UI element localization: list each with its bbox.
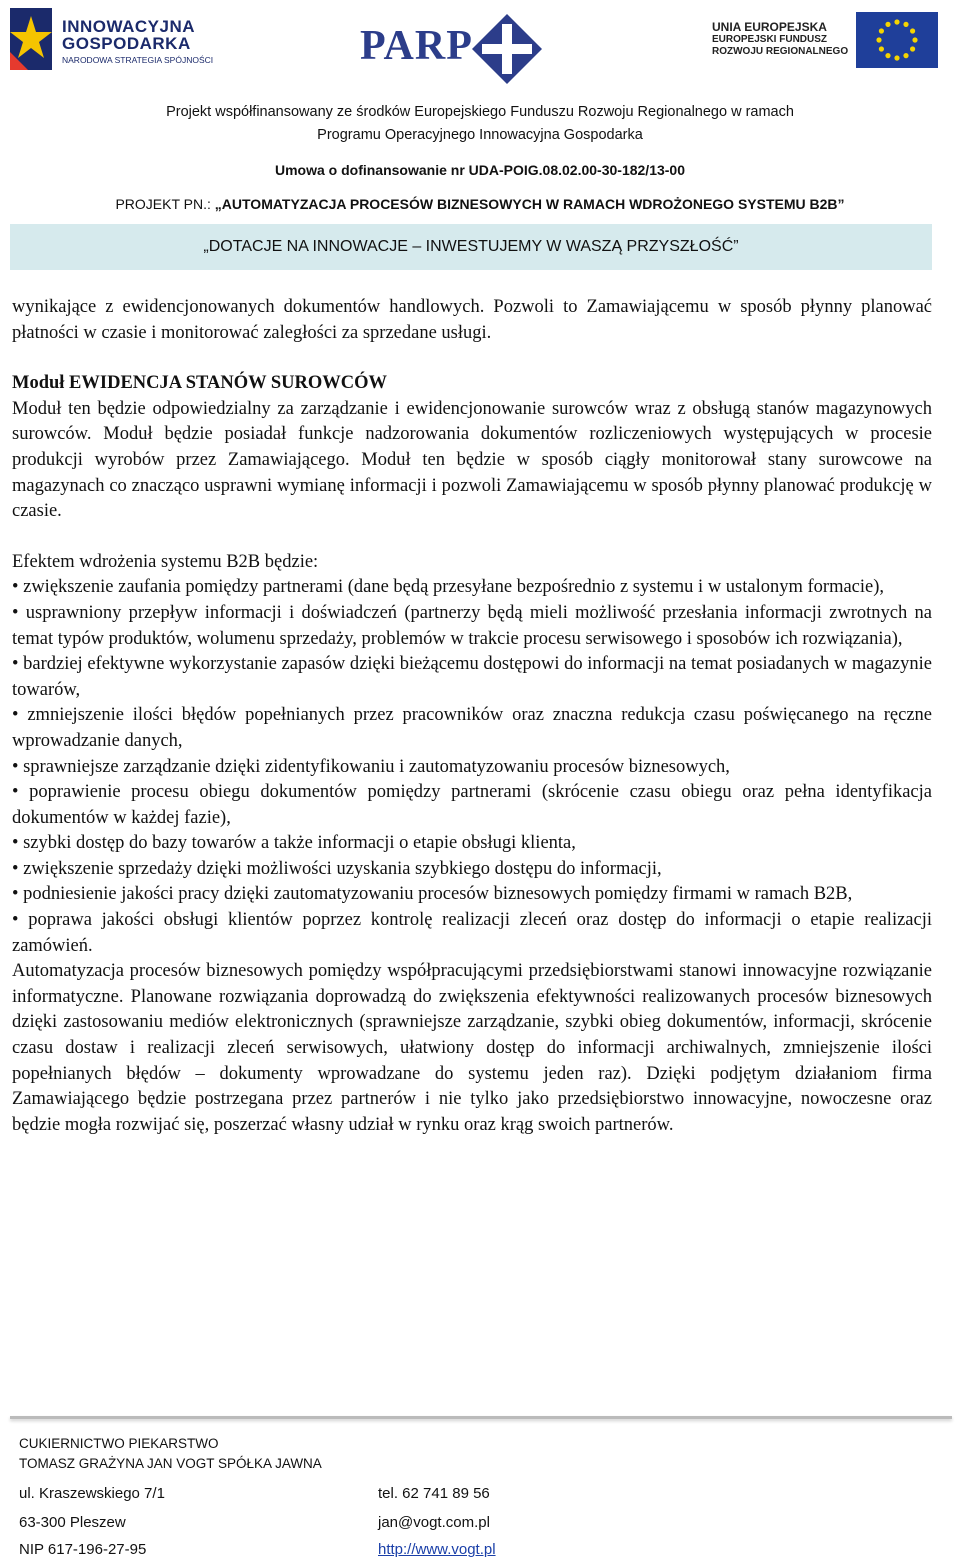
project-prefix: PROJEKT PN.: <box>115 196 215 212</box>
ue-line1: UNIA EUROPEJSKA <box>712 20 827 34</box>
eu-logo <box>712 12 942 72</box>
effects-intro: Efektem wdrożenia systemu B2B będzie: <box>12 551 319 572</box>
list-item: • szybki dostęp do bazy towarów a także informacji o etapie obsługi klienta, <box>12 833 576 854</box>
footer-email[interactable]: jan@vogt.com.pl <box>378 1514 490 1531</box>
list-item: • podniesienie jakości pracy dzięki zautomatyzowaniu procesów biznesowych pomiędzy firmami w ramach B2B, <box>12 884 853 905</box>
parp-cross-icon <box>472 14 542 84</box>
footer-divider <box>10 1416 952 1419</box>
footer-company-line2: TOMASZ GRAŻYNA JAN VOGT SPÓŁKA JAWNA <box>19 1456 322 1471</box>
footer-phone: tel. 62 741 89 56 <box>378 1485 490 1502</box>
ue-line2: EUROPEJSKI FUNDUSZ <box>712 34 828 45</box>
ig-line3: NARODOWA STRATEGIA SPÓJNOŚCI <box>62 55 214 65</box>
footer-address: ul. Kraszewskiego 7/1 <box>19 1485 165 1502</box>
logo-strip <box>0 0 960 92</box>
document-body <box>12 295 932 1138</box>
list-item: • usprawniony przepływ informacji i doświadczeń (partnerzy będą mieli możliwość przesłania informacji zwrotnych na temat typów produktów, wolumenu sprzedaży, problemów w trakcie procesu serwisowego i sposobów ich rozwiązania), <box>12 602 932 649</box>
list-item: • bardziej efektywne wykorzystanie zapasów dzięki bieżącemu dostępowi do informacji na temat posiadanych w magazynie towarów, <box>12 654 932 700</box>
paragraph-2: Moduł ten będzie odpowiedzialny za zarządzanie i ewidencjonowanie surowców wraz z obsługą stanów magazynowych surowców. Moduł będzie posiadał funkcje nadzorowania dokumentów rozliczeniowych występujących w procesie produkcji wyrobów przez Zamawiającego. Moduł ten będzie w sposób ciągły monitorował stany surowcowe na magazynach co znacząco usprawni wymianę informacji i pozwoli Zamawiającemu w sposób płynny planować produkcję w czasie. <box>12 398 932 522</box>
slogan-banner <box>10 224 932 270</box>
list-item: • zmniejszenie ilości błędów popełnianych przez pracowników oraz znaczna redukcja czasu poświęcanego na ręczne wprowadzanie danych, <box>12 705 932 751</box>
footer-website-link[interactable]: http://www.vogt.pl <box>378 1541 496 1558</box>
paragraph-1: wynikające z ewidencjonowanych dokumentów handlowych. Pozwoli to Zamawiającemu w sposób płynny planować płatności w czasie i monitorować zaległości za sprzedane usługi. <box>12 297 932 343</box>
footer-city: 63-300 Pleszew <box>19 1514 126 1531</box>
list-item: • sprawniejsze zarządzanie dzięki zidentyfikowaniu i zautomatyzowaniu procesów biznesowych, <box>12 756 730 777</box>
parp-wordmark: PARP <box>360 23 473 69</box>
footer-company-line1: CUKIERNICTWO PIEKARSTWO <box>19 1436 219 1451</box>
contract-number: Umowa o dofinansowanie nr UDA-POIG.08.02.00-30-182/13-00 <box>274 162 686 178</box>
list-item: • poprawienie procesu obiegu dokumentów pomiędzy partnerami (skrócenie czasu obiegu oraz pełna identyfikacja dokumentów w każdej fazie), <box>12 782 932 828</box>
module-title: Moduł EWIDENCJA STANÓW SUROWCÓW <box>12 373 388 394</box>
header-line1: Projekt współfinansowany ze środków Europejskiego Funduszu Rozwoju Regionalnego w ramach <box>166 104 794 120</box>
innowacyjna-gospodarka-logo <box>6 6 226 72</box>
header-line2: Programu Operacyjnego Innowacyjna Gospodarka <box>317 127 643 143</box>
parp-logo <box>360 10 550 80</box>
list-item: • zwiększenie zaufania pomiędzy partnerami (dane będą przesyłane bezpośrednio z systemu i w ustalonym formacie), <box>12 577 885 598</box>
project-title-line <box>0 196 960 212</box>
project-title: „AUTOMATYZACJA PROCESÓW BIZNESOWYCH W RAMACH WDROŻONEGO SYSTEMU B2B” <box>214 196 845 212</box>
ig-line1: INNOWACYJNA <box>62 17 196 36</box>
ig-star-icon <box>6 6 56 72</box>
eu-flag-icon <box>856 12 938 68</box>
ig-line2: GOSPODARKA <box>62 34 191 53</box>
footer-nip: NIP 617-196-27-95 <box>19 1541 147 1558</box>
list-item: • zwiększenie sprzedaży dzięki możliwości uzyskania szybkiego dostępu do informacji, <box>12 858 662 879</box>
slogan-text: „DOTACJE NA INNOWACJE – INWESTUJEMY W WASZĄ PRZYSZŁOŚĆ” <box>203 238 739 255</box>
ue-line3: ROZWOJU REGIONALNEGO <box>712 46 849 57</box>
list-item: • poprawa jakości obsługi klientów poprzez kontrolę realizacji zleceń oraz dostęp do informacji o etapie realizacji zamówień. <box>12 910 932 956</box>
paragraph-3: Automatyzacja procesów biznesowych pomiędzy współpracującymi przedsiębiorstwami stanowi innowacyjne rozwiązanie informatyczne. Planowane rozwiązania doprowadzą do zwiększenia efektywności realizowanych procesów biznesowych dzięki zastosowaniu mediów elektronicznych (sprawniejsze zarządzanie, szybki obieg dokumentów, informacji, skrócenie czasu dostaw i realizacji zleceń serwisowych, ułatwiony dostęp do informacji archiwalnych, zmniejszenie ilości popełnianych błędów – dokumenty wprowadzane do systemu jeden raz). Dzięki podjętym działaniom firma Zamawiającego będzie postrzegana przez partnerów i nie tylko jako przedsiębiorstwo innowacyjne, nowoczesne oraz będzie mogła rozwijać się, poszerzać własny udział w rynku oraz krąg swoich partnerów. <box>12 961 932 1135</box>
